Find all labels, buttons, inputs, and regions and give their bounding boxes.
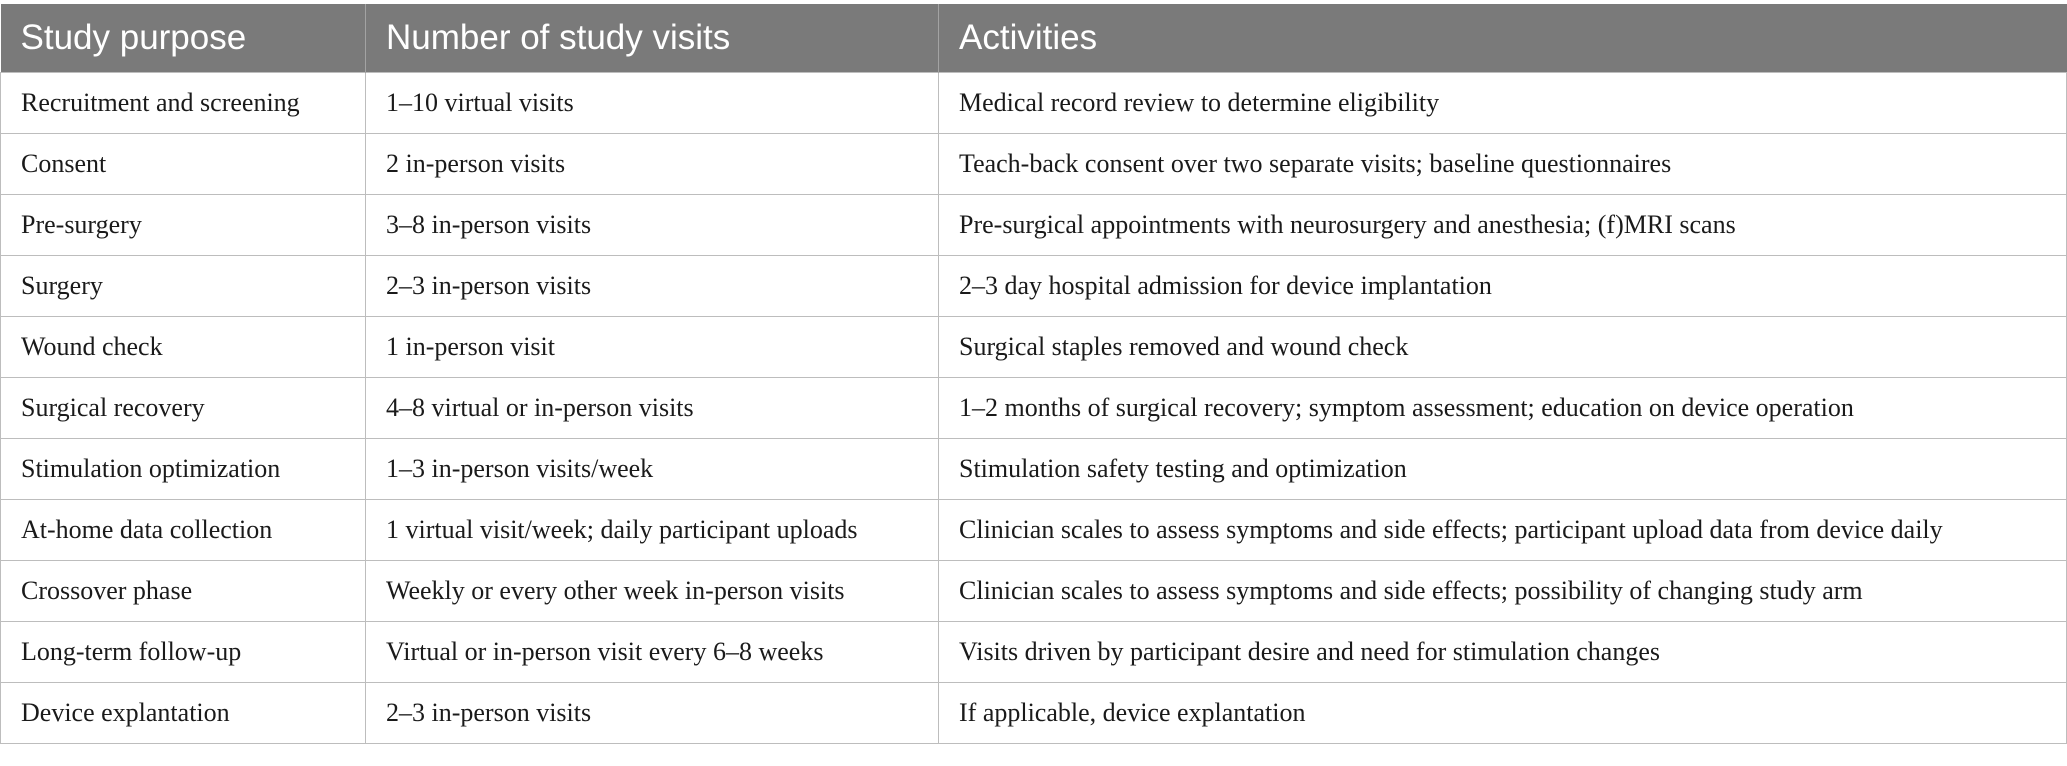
cell-study-purpose: Stimulation optimization xyxy=(1,438,366,499)
cell-activities: Medical record review to determine eligibility xyxy=(939,72,2067,133)
cell-number-of-visits: 1–3 in-person visits/week xyxy=(366,438,939,499)
table-row xyxy=(1,438,2067,499)
table-row xyxy=(1,682,2067,743)
cell-activities: 1–2 months of surgical recovery; symptom assessment; education on device operation xyxy=(939,377,2067,438)
header-study-purpose: Study purpose xyxy=(1,4,366,72)
cell-study-purpose: Wound check xyxy=(1,316,366,377)
cell-number-of-visits: 1 virtual visit/week; daily participant uploads xyxy=(366,499,939,560)
table-row xyxy=(1,72,2067,133)
cell-number-of-visits: 1 in-person visit xyxy=(366,316,939,377)
cell-study-purpose: Device explantation xyxy=(1,682,366,743)
cell-study-purpose: Surgery xyxy=(1,255,366,316)
header-activities: Activities xyxy=(939,4,2067,72)
cell-study-purpose: Surgical recovery xyxy=(1,377,366,438)
table-row xyxy=(1,560,2067,621)
cell-number-of-visits: 2–3 in-person visits xyxy=(366,682,939,743)
header-row xyxy=(1,4,2067,72)
table-header xyxy=(1,4,2067,72)
cell-activities: Pre-surgical appointments with neurosurgery and anesthesia; (f)MRI scans xyxy=(939,194,2067,255)
cell-study-purpose: Consent xyxy=(1,133,366,194)
cell-number-of-visits: 1–10 virtual visits xyxy=(366,72,939,133)
cell-study-purpose: Recruitment and screening xyxy=(1,72,366,133)
table-row xyxy=(1,316,2067,377)
cell-activities: Clinician scales to assess symptoms and side effects; possibility of changing study arm xyxy=(939,560,2067,621)
cell-activities: 2–3 day hospital admission for device implantation xyxy=(939,255,2067,316)
cell-number-of-visits: 2 in-person visits xyxy=(366,133,939,194)
cell-study-purpose: Crossover phase xyxy=(1,560,366,621)
cell-activities: Surgical staples removed and wound check xyxy=(939,316,2067,377)
table-row xyxy=(1,255,2067,316)
cell-study-purpose: At-home data collection xyxy=(1,499,366,560)
cell-activities: Teach-back consent over two separate visits; baseline questionnaires xyxy=(939,133,2067,194)
table-body xyxy=(1,72,2067,743)
cell-activities: If applicable, device explantation xyxy=(939,682,2067,743)
study-visits-table-container xyxy=(0,4,2067,744)
cell-activities: Stimulation safety testing and optimization xyxy=(939,438,2067,499)
cell-number-of-visits: 4–8 virtual or in-person visits xyxy=(366,377,939,438)
cell-number-of-visits: 2–3 in-person visits xyxy=(366,255,939,316)
table-row xyxy=(1,499,2067,560)
cell-number-of-visits: Virtual or in-person visit every 6–8 weeks xyxy=(366,621,939,682)
cell-number-of-visits: 3–8 in-person visits xyxy=(366,194,939,255)
cell-study-purpose: Pre-surgery xyxy=(1,194,366,255)
cell-study-purpose: Long-term follow-up xyxy=(1,621,366,682)
table-row xyxy=(1,377,2067,438)
cell-number-of-visits: Weekly or every other week in-person visits xyxy=(366,560,939,621)
table-row xyxy=(1,194,2067,255)
study-visits-table xyxy=(0,4,2067,744)
cell-activities: Visits driven by participant desire and need for stimulation changes xyxy=(939,621,2067,682)
header-number-of-visits: Number of study visits xyxy=(366,4,939,72)
table-row xyxy=(1,621,2067,682)
cell-activities: Clinician scales to assess symptoms and side effects; participant upload data from device daily xyxy=(939,499,2067,560)
table-row xyxy=(1,133,2067,194)
